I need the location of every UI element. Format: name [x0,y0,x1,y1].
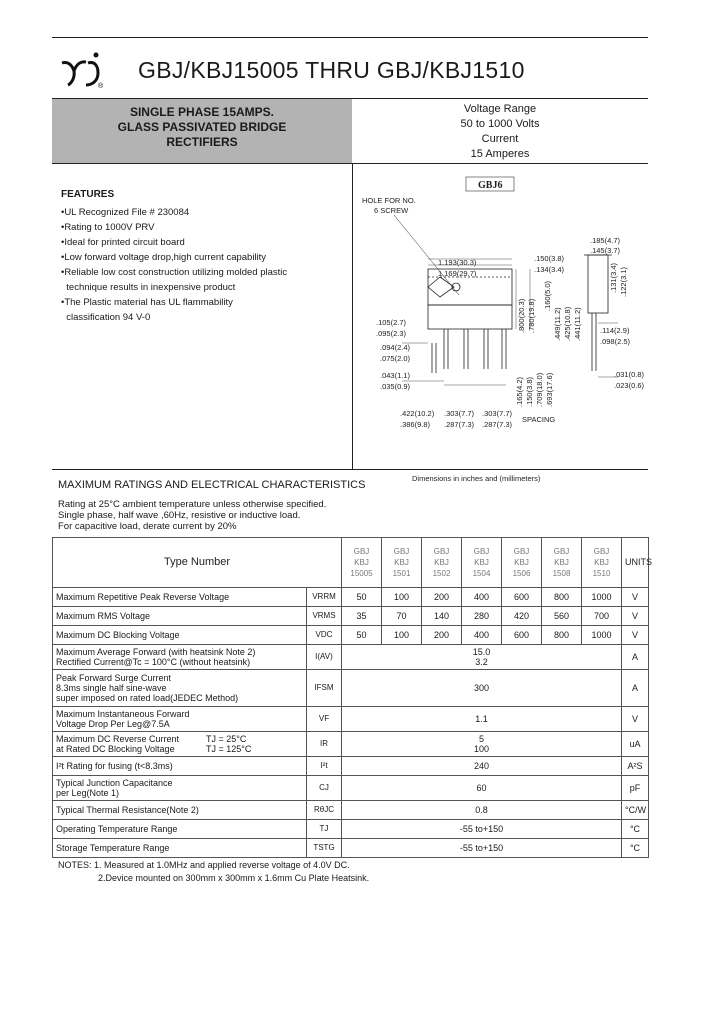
dim-441: .441(11.2) [573,307,582,341]
feature-item: •Ideal for printed circuit board [61,237,185,248]
cell-unit: °C [622,839,649,858]
ratings-rule [52,469,648,470]
dim-303b: .303(7.7) [482,409,513,418]
spacing-label: SPACING [522,415,556,424]
param-name: Maximum RMS Voltage [53,607,307,626]
dim-287b: .287(7.3) [482,420,513,429]
dim-095: .095(2.3) [376,329,407,338]
cell-value: -55 to+150 [342,839,622,858]
dim-709: .709(18.0) [535,372,544,407]
cell-value: 1000 [582,626,622,645]
package-dimension-diagram [354,173,648,483]
cell-value: 800 [542,626,582,645]
cell-unit: V [622,607,649,626]
param-name: Operating Temperature Range [53,820,307,839]
param-name: Maximum Instantaneous Forward Voltage Drop Per Leg@7.5A [53,707,307,732]
feature-item: technique results in inexpensive product [61,282,236,293]
param-symbol: CJ [307,776,342,801]
table-row [53,757,649,776]
cell-unit: °C/W [622,801,649,820]
cell-value: 600 [502,626,542,645]
cell-value: 400 [462,626,502,645]
dim-165: .165(4.2) [515,376,524,407]
page-title: GBJ/KBJ15005 THRU GBJ/KBJ1510 [138,57,525,83]
cell-value: 800 [542,588,582,607]
current-value: 15 Amperes [470,148,530,160]
current-label: Current [481,133,519,145]
cell-unit: A²S [622,757,649,776]
cell-value: 560 [542,607,582,626]
cell-value: 700 [582,607,622,626]
param-name: Maximum DC Blocking Voltage [53,626,307,645]
param-name: Maximum Average Forward (with heatsink Note 2) Rectified Current@Tc = 100°C (without heatsink) [53,645,307,670]
dim-287a: .287(7.3) [444,420,475,429]
dimensions-note: Dimensions in inches and (millimeters) [412,474,541,483]
table-row [53,732,649,757]
hole-label-2: 6 SCREW [374,206,409,215]
features-heading: FEATURES [61,189,115,200]
cell-value: 600 [502,588,542,607]
dim-023: .023(0.6) [614,381,645,390]
table-row [53,707,649,732]
table-row [53,588,649,607]
cell-value: 60 [342,776,622,801]
cell-value: 200 [422,588,462,607]
cell-value: 35 [342,607,382,626]
dim-145: .145(3.7) [590,246,621,255]
table-row [53,801,649,820]
features-list [61,205,346,325]
section-rule [52,163,648,164]
feature-item: •Reliable low cost construction utilizing molded plastic [61,267,288,278]
col-header: GBJ KBJ 1502 [422,538,462,588]
col-header: GBJ KBJ 1510 [582,538,622,588]
cell-value: 1000 [582,588,622,607]
cell-value: 140 [422,607,462,626]
feature-item: •Rating to 1000V PRV [61,222,155,233]
table-row [53,820,649,839]
rating-conditions [58,499,326,532]
voltage-current-box [352,99,648,163]
dim-185: .185(4.7) [590,236,621,245]
max-ratings-heading: MAXIMUM RATINGS AND ELECTRICAL CHARACTERISTICS [58,479,366,491]
table-row [53,645,649,670]
table-row [53,839,649,858]
cell-unit: uA [622,732,649,757]
dim-031: .031(0.8) [614,370,645,379]
col-header: GBJ KBJ 1501 [382,538,422,588]
cell-value: -55 to+150 [342,820,622,839]
cell-value: 50 [342,588,382,607]
dim-043: .043(1.1) [380,371,411,380]
company-logo [58,45,106,89]
ratings-table [52,537,652,858]
cell-unit: pF [622,776,649,801]
units-header: UNITS [622,538,649,588]
param-symbol: VF [307,707,342,732]
product-description-box [52,99,352,163]
cell-unit: A [622,645,649,670]
dim-150: .150(3.8) [534,254,565,263]
dim-134: .134(3.4) [534,265,565,274]
dim-035: .035(0.9) [380,382,411,391]
feature-item: •Low forward voltage drop,high current capability [61,252,267,263]
dim-693: .693(17.6) [545,372,554,407]
cell-value: 300 [342,670,622,707]
cell-value: 420 [502,607,542,626]
col-header: GBJ KBJ 1508 [542,538,582,588]
cell-value: 15.0 3.2 [342,645,622,670]
col-header: GBJ KBJ 1506 [502,538,542,588]
cell-value: 0.8 [342,801,622,820]
param-symbol: VRRM [307,588,342,607]
cell-value: 1.1 [342,707,622,732]
dim-150b: .150(3.8) [525,376,534,407]
dim-094: .094(2.4) [380,343,411,352]
cell-unit: A [622,670,649,707]
cell-unit: V [622,707,649,732]
param-name: Typical Thermal Resistance(Note 2) [53,801,307,820]
note-1: NOTES: 1. Measured at 1.0MHz and applied reverse voltage of 4.0V DC. [58,860,350,870]
cell-value: 280 [462,607,502,626]
product-line-1: SINGLE PHASE 15AMPS. [129,105,275,119]
column-divider [352,163,353,469]
notes [58,859,369,885]
param-symbol: TSTG [307,839,342,858]
product-line-3: RECTIFIERS [166,135,238,149]
cell-value: 50 [342,626,382,645]
dim-122: .122(3.1) [619,266,628,297]
voltage-range-label: Voltage Range [463,103,537,115]
param-name: Maximum DC Reverse Current TJ = 25°C at Rated DC Blocking Voltage TJ = 125°C [53,732,307,757]
cell-value: 100 [382,626,422,645]
cell-value: 400 [462,588,502,607]
param-name: Maximum Repetitive Peak Reverse Voltage [53,588,307,607]
type-number-header: Type Number [53,538,342,588]
hole-label-1: HOLE FOR NO. [362,196,416,205]
cell-value: 200 [422,626,462,645]
param-symbol: VRMS [307,607,342,626]
param-symbol: RθJC [307,801,342,820]
param-symbol: IR [307,732,342,757]
param-symbol: VDC [307,626,342,645]
param-symbol: I²t [307,757,342,776]
cell-unit: °C [622,820,649,839]
dim-425: .425(10.8) [563,306,572,341]
cell-unit: V [622,626,649,645]
cell-value: 100 [382,588,422,607]
dim-105: .105(2.7) [376,318,407,327]
dim-780: .780(19.8) [527,298,536,333]
param-name: Storage Temperature Range [53,839,307,858]
dim-303a: .303(7.7) [444,409,475,418]
dim-422: .422(10.2) [400,409,435,418]
param-name: Peak Forward Surge Current 8.3ms single half sine-wave super imposed on rated load(JEDEC Method) [53,670,307,707]
param-symbol: TJ [307,820,342,839]
dim-075: .075(2.0) [380,354,411,363]
param-name: Typical Junction Capacitance per Leg(Note 1) [53,776,307,801]
package-label: GBJ6 [478,180,503,191]
dim-800: .800(20.3) [517,298,526,333]
cell-value: 70 [382,607,422,626]
table-row [53,776,649,801]
feature-item: •UL Recognized File # 230084 [61,207,190,218]
dim-131: .131(3.4) [609,262,618,293]
table-header-row [53,538,649,588]
note-2: 2.Device mounted on 300mm x 300mm x 1.6mm Cu Plate Heatsink. [98,873,370,883]
table-row [53,670,649,707]
col-header: GBJ KBJ 1504 [462,538,502,588]
dim-1193: 1.193(30.3) [438,258,477,267]
param-name: I²t Rating for fusing (t<8.3ms) [53,757,307,776]
param-symbol: I(AV) [307,645,342,670]
col-header: GBJ KBJ 15005 [342,538,382,588]
table-row [53,626,649,645]
top-rule [52,37,648,38]
dim-114: .114(2.9) [600,326,630,335]
cell-unit: V [622,588,649,607]
dim-386: .386(9.8) [400,420,431,429]
dim-160: .160(5.0) [543,280,552,311]
dim-449: .449(11.2) [553,307,562,341]
dim-1169: 1.169(29.7) [438,269,477,278]
product-line-2: GLASS PASSIVATED BRIDGE [117,120,287,134]
cell-value: 240 [342,757,622,776]
registered-mark: ® [98,83,104,90]
feature-item: •The Plastic material has UL flammability [61,297,233,308]
dim-098: .098(2.5) [600,337,631,346]
condition-3: For capacitive load, derate current by 20% [58,521,237,532]
cell-value: 5 100 [342,732,622,757]
condition-1: Rating at 25°C ambient temperature unless otherwise specified. [58,499,327,510]
feature-item: classification 94 V-0 [61,312,151,323]
param-symbol: IFSM [307,670,342,707]
voltage-range-value: 50 to 1000 Volts [460,118,540,130]
condition-2: Single phase, half wave ,60Hz, resistive or inductive load. [58,510,301,521]
table-row [53,607,649,626]
